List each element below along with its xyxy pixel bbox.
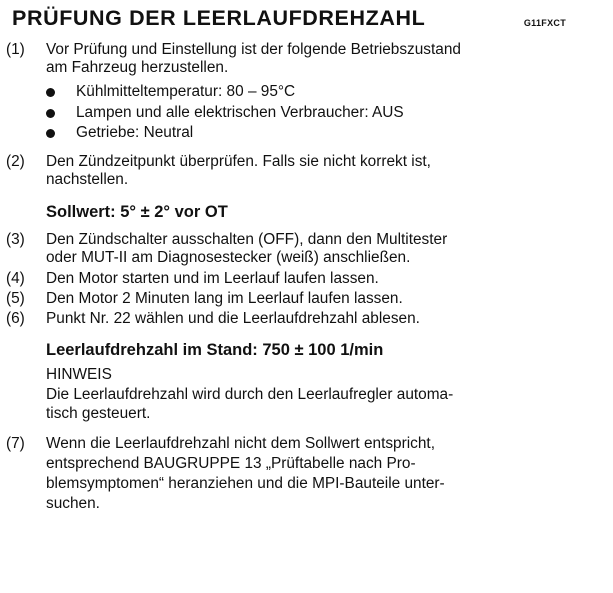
step-number: (2) <box>6 153 25 170</box>
note-text-line: tisch gesteuert. <box>46 405 151 422</box>
step-text-line: Wenn die Leerlaufdrehzahl nicht dem Sollwert entspricht, <box>46 435 435 452</box>
step-text-line: Den Zündzeitpunkt überprüfen. Falls sie nicht korrekt ist, <box>46 153 431 170</box>
page-title: PRÜFUNG DER LEERLAUFDREHZAHL <box>12 6 426 30</box>
bullet-text: Lampen und alle elektrischen Verbraucher: AUS <box>76 104 404 121</box>
title-row <box>12 6 602 36</box>
step-number: (7) <box>6 435 25 452</box>
idle-speed-spec: Leerlaufdrehzahl im Stand: 750 ± 100 1/min <box>46 341 384 359</box>
step-number: (6) <box>6 310 25 327</box>
step-text-line: oder MUT-II am Diagnosestecker (weiß) anschließen. <box>46 249 411 266</box>
step-text-line: blemsymptomen“ heranziehen und die MPI-Bauteile unter- <box>46 475 445 492</box>
step-number: (4) <box>6 270 25 287</box>
document-code: G11FXCT <box>523 18 566 28</box>
step-number: (3) <box>6 231 25 248</box>
step-text-line: Vor Prüfung und Einstellung ist der folgende Betriebszustand <box>46 41 461 58</box>
step-text-line: nachstellen. <box>46 171 129 188</box>
step-text-line: entsprechend BAUGRUPPE 13 „Prüftabelle nach Pro- <box>46 455 416 472</box>
timing-spec: Sollwert: 5° ± 2° vor OT <box>46 203 228 221</box>
bullet-text: Kühlmitteltemperatur: 80 – 95°C <box>76 83 296 100</box>
step-text-line: Den Motor 2 Minuten lang im Leerlauf laufen lassen. <box>46 290 403 307</box>
step-text-line: Den Motor starten und im Leerlauf laufen lassen. <box>46 270 379 287</box>
step-text-line: Den Zündschalter ausschalten (OFF), dann den Multitester <box>46 231 448 248</box>
bullet-text: Getriebe: Neutral <box>76 124 194 141</box>
step-text-line: suchen. <box>46 495 100 512</box>
bullet-dot-icon <box>46 129 55 138</box>
step-number: (1) <box>6 41 25 58</box>
bullet-dot-icon <box>46 109 55 118</box>
bullet-dot-icon <box>46 88 55 97</box>
note-text-line: Die Leerlaufdrehzahl wird durch den Leerlaufregler automa- <box>46 386 454 403</box>
step-text-line: Punkt Nr. 22 wählen und die Leerlaufdrehzahl ablesen. <box>46 310 420 327</box>
note-heading: HINWEIS <box>46 366 112 383</box>
step-number: (5) <box>6 290 25 307</box>
step-text-line: am Fahrzeug herzustellen. <box>46 59 229 76</box>
